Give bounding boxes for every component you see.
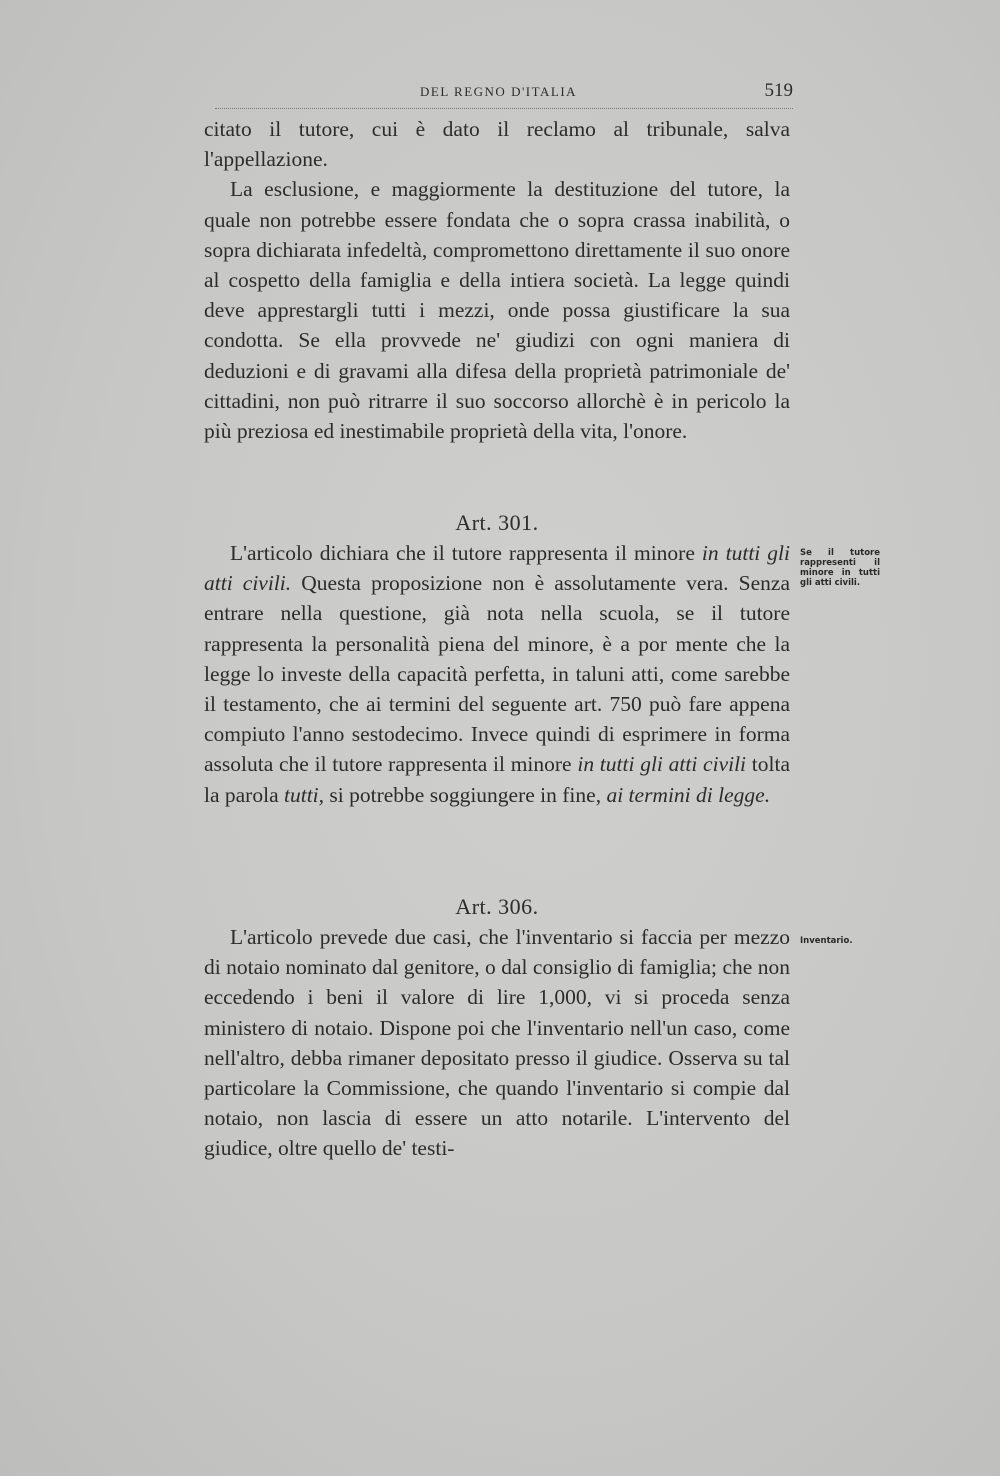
- italic-phrase: tutti,: [284, 782, 325, 807]
- paragraph-continued: citato il tutore, cui è dato il reclamo al tribunale, salva l'appellazione.: [204, 117, 790, 172]
- article-306-paragraph: L'articolo prevede due casi, che l'inventario si faccia per mezzo di notaio nominato dal genitore, o dal consiglio di famiglia; che non eccedendo i beni il valore di lire 1,000, vi si proceda senza ministero di notaio. Dispone poi che l'inventario nell'un caso, come nell'altro, debba rimaner depositato presso il giudice. Osserva su tal particolare la Commissione, che quando l'inventario si compie dal notaio, non lascia di essere un atto notarile. L'intervento del giudice, oltre quello de' testi-: [204, 925, 790, 1161]
- margin-note-inventario: Inventario.: [800, 936, 853, 946]
- italic-phrase: in tutti gli atti civili: [577, 752, 747, 777]
- italic-phrase: ai termini di legge.: [606, 782, 771, 807]
- article-306-section: [204, 892, 790, 1164]
- article-301-section: [204, 508, 790, 810]
- text-segment: tolta la parola: [204, 752, 791, 807]
- page-number: 519: [764, 80, 793, 101]
- text-segment: Questa proposizione non è assolutamente vera. Senza entrare nella questione, già nota nella scuola, se il tutore rappresenta la personalità piena del minore, è a por mente che la legge lo investe della capacità perfetta, in taluni atti, come sarebbe il testamento, che ai termini del seguente art. 750 può fare appena compiuto l'anno sestodecimo. Invece quindi di esprimere in forma assoluta che il tutore rappresenta il minore: [204, 571, 790, 777]
- margin-note-tutore: Se il tutore rappresenti il minore in tutti gli atti civili.: [800, 548, 880, 588]
- running-head: DEL REGNO D'ITALIA: [420, 84, 578, 99]
- page-header: [215, 78, 793, 109]
- article-301-heading: Art. 301.: [455, 510, 539, 535]
- paragraph-esclusione: La esclusione, e maggiormente la destituzione del tutore, la quale non potrebbe essere fondata che o sopra crassa inabilità, o sopra dichiarata infedeltà, compromettono direttamente il suo onore al cospetto della famiglia e della intiera società. La legge quindi deve apprestargli tutti i mezzi, onde possa giustificare la sua condotta. Se ella provvede ne' giudizi con ogni maniera di deduzioni e di gravami alla difesa della proprietà patrimoniale de' cittadini, non può ritrarre il suo soccorso allorchè è in pericolo la più preziosa ed inestimabile proprietà della vita, l'onore.: [204, 177, 790, 444]
- article-306-heading: Art. 306.: [455, 894, 539, 919]
- text-block-continuation: [204, 114, 790, 446]
- italic-phrase: in tutti gli atti civili.: [204, 541, 790, 596]
- text-segment: si potrebbe soggiungere in fine,: [324, 782, 607, 807]
- text-segment: L'articolo dichiara che il tutore rappresenta il minore: [230, 541, 702, 565]
- article-301-paragraph: [204, 538, 790, 810]
